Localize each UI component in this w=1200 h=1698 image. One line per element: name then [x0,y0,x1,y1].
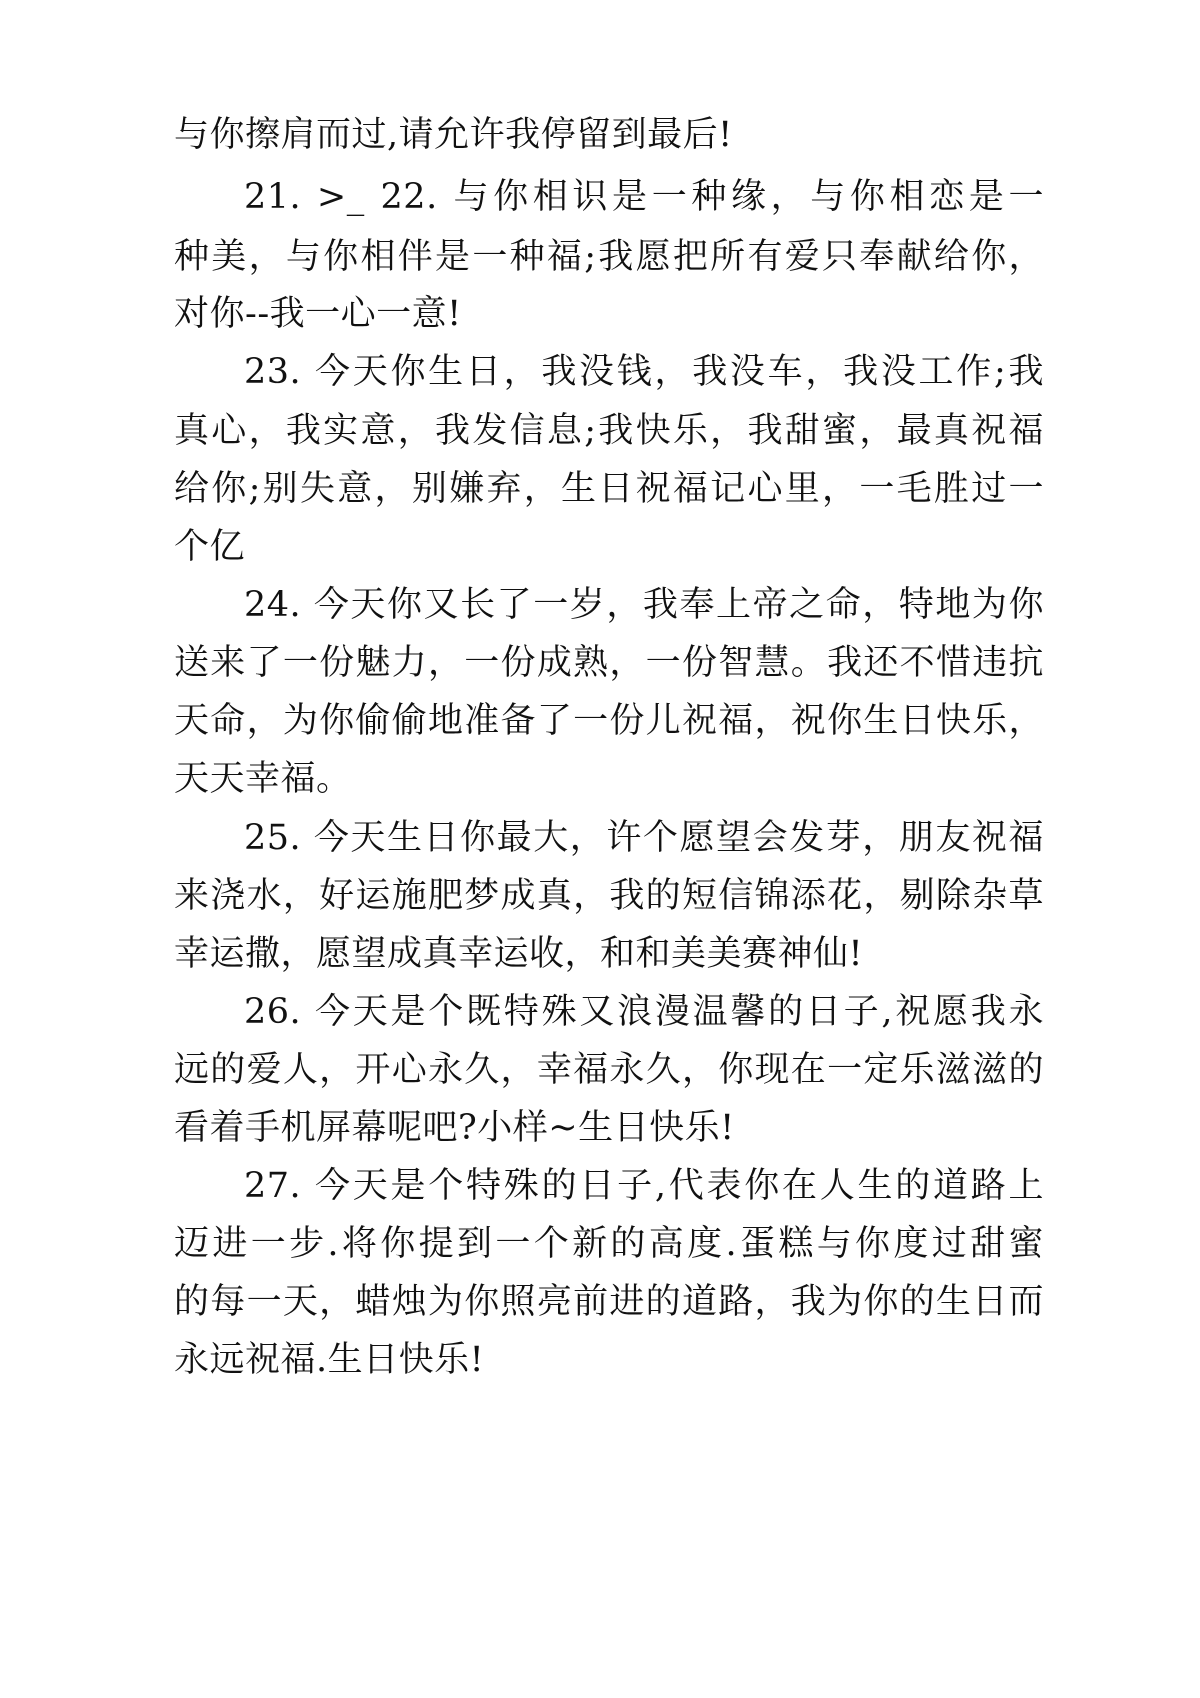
text-line: 给你;别失意，别嫌弃，生日祝福记心里，一毛胜过一 [174,469,1044,509]
text-line: 幸运撒，愿望成真幸运收，和和美美赛神仙! [174,934,864,974]
text-line: 27. 今天是个特殊的日子,代表你在人生的道路上 [244,1166,1044,1206]
text-line: 看着手机屏幕呢吧?小样~生日快乐! [174,1108,735,1148]
text-line: 23. 今天你生日，我没钱，我没车，我没工作;我 [244,352,1044,392]
text-line: 远的爱人，开心永久，幸福永久，你现在一定乐滋滋的 [174,1050,1044,1090]
text-line: 26. 今天是个既特殊又浪漫温馨的日子,祝愿我永 [244,992,1044,1032]
text-line: 天命，为你偷偷地准备了一份儿祝福，祝你生日快乐， [174,701,1044,741]
text-line: 24. 今天你又长了一岁，我奉上帝之命，特地为你 [244,585,1044,625]
text-line: 的每一天，蜡烛为你照亮前进的道路，我为你的生日而 [174,1282,1044,1322]
text-line: 迈进一步.将你提到一个新的高度.蛋糕与你度过甜蜜 [174,1224,1044,1264]
text-line: 来浇水，好运施肥梦成真，我的短信锦添花，剔除杂草 [174,876,1044,916]
text-line: 对你--我一心一意! [174,294,462,334]
text-line: 种美，与你相伴是一种福;我愿把所有爱只奉献给你， [174,237,1044,277]
text-line: 25. 今天生日你最大，许个愿望会发芽，朋友祝福 [244,818,1044,858]
text-line: 真心，我实意，我发信息;我快乐，我甜蜜，最真祝福 [174,411,1044,451]
text-line: 永远祝福.生日快乐! [174,1340,485,1380]
text-line: 个亿 [174,527,246,567]
text-line: 送来了一份魅力，一份成熟，一份智慧。我还不惜违抗 [174,643,1044,683]
text-line: 天天幸福。 [174,759,352,799]
text-line: 21. >_ 22. 与你相识是一种缘，与你相恋是一 [244,177,1044,217]
text-line: 与你擦肩而过,请允许我停留到最后! [174,115,733,155]
